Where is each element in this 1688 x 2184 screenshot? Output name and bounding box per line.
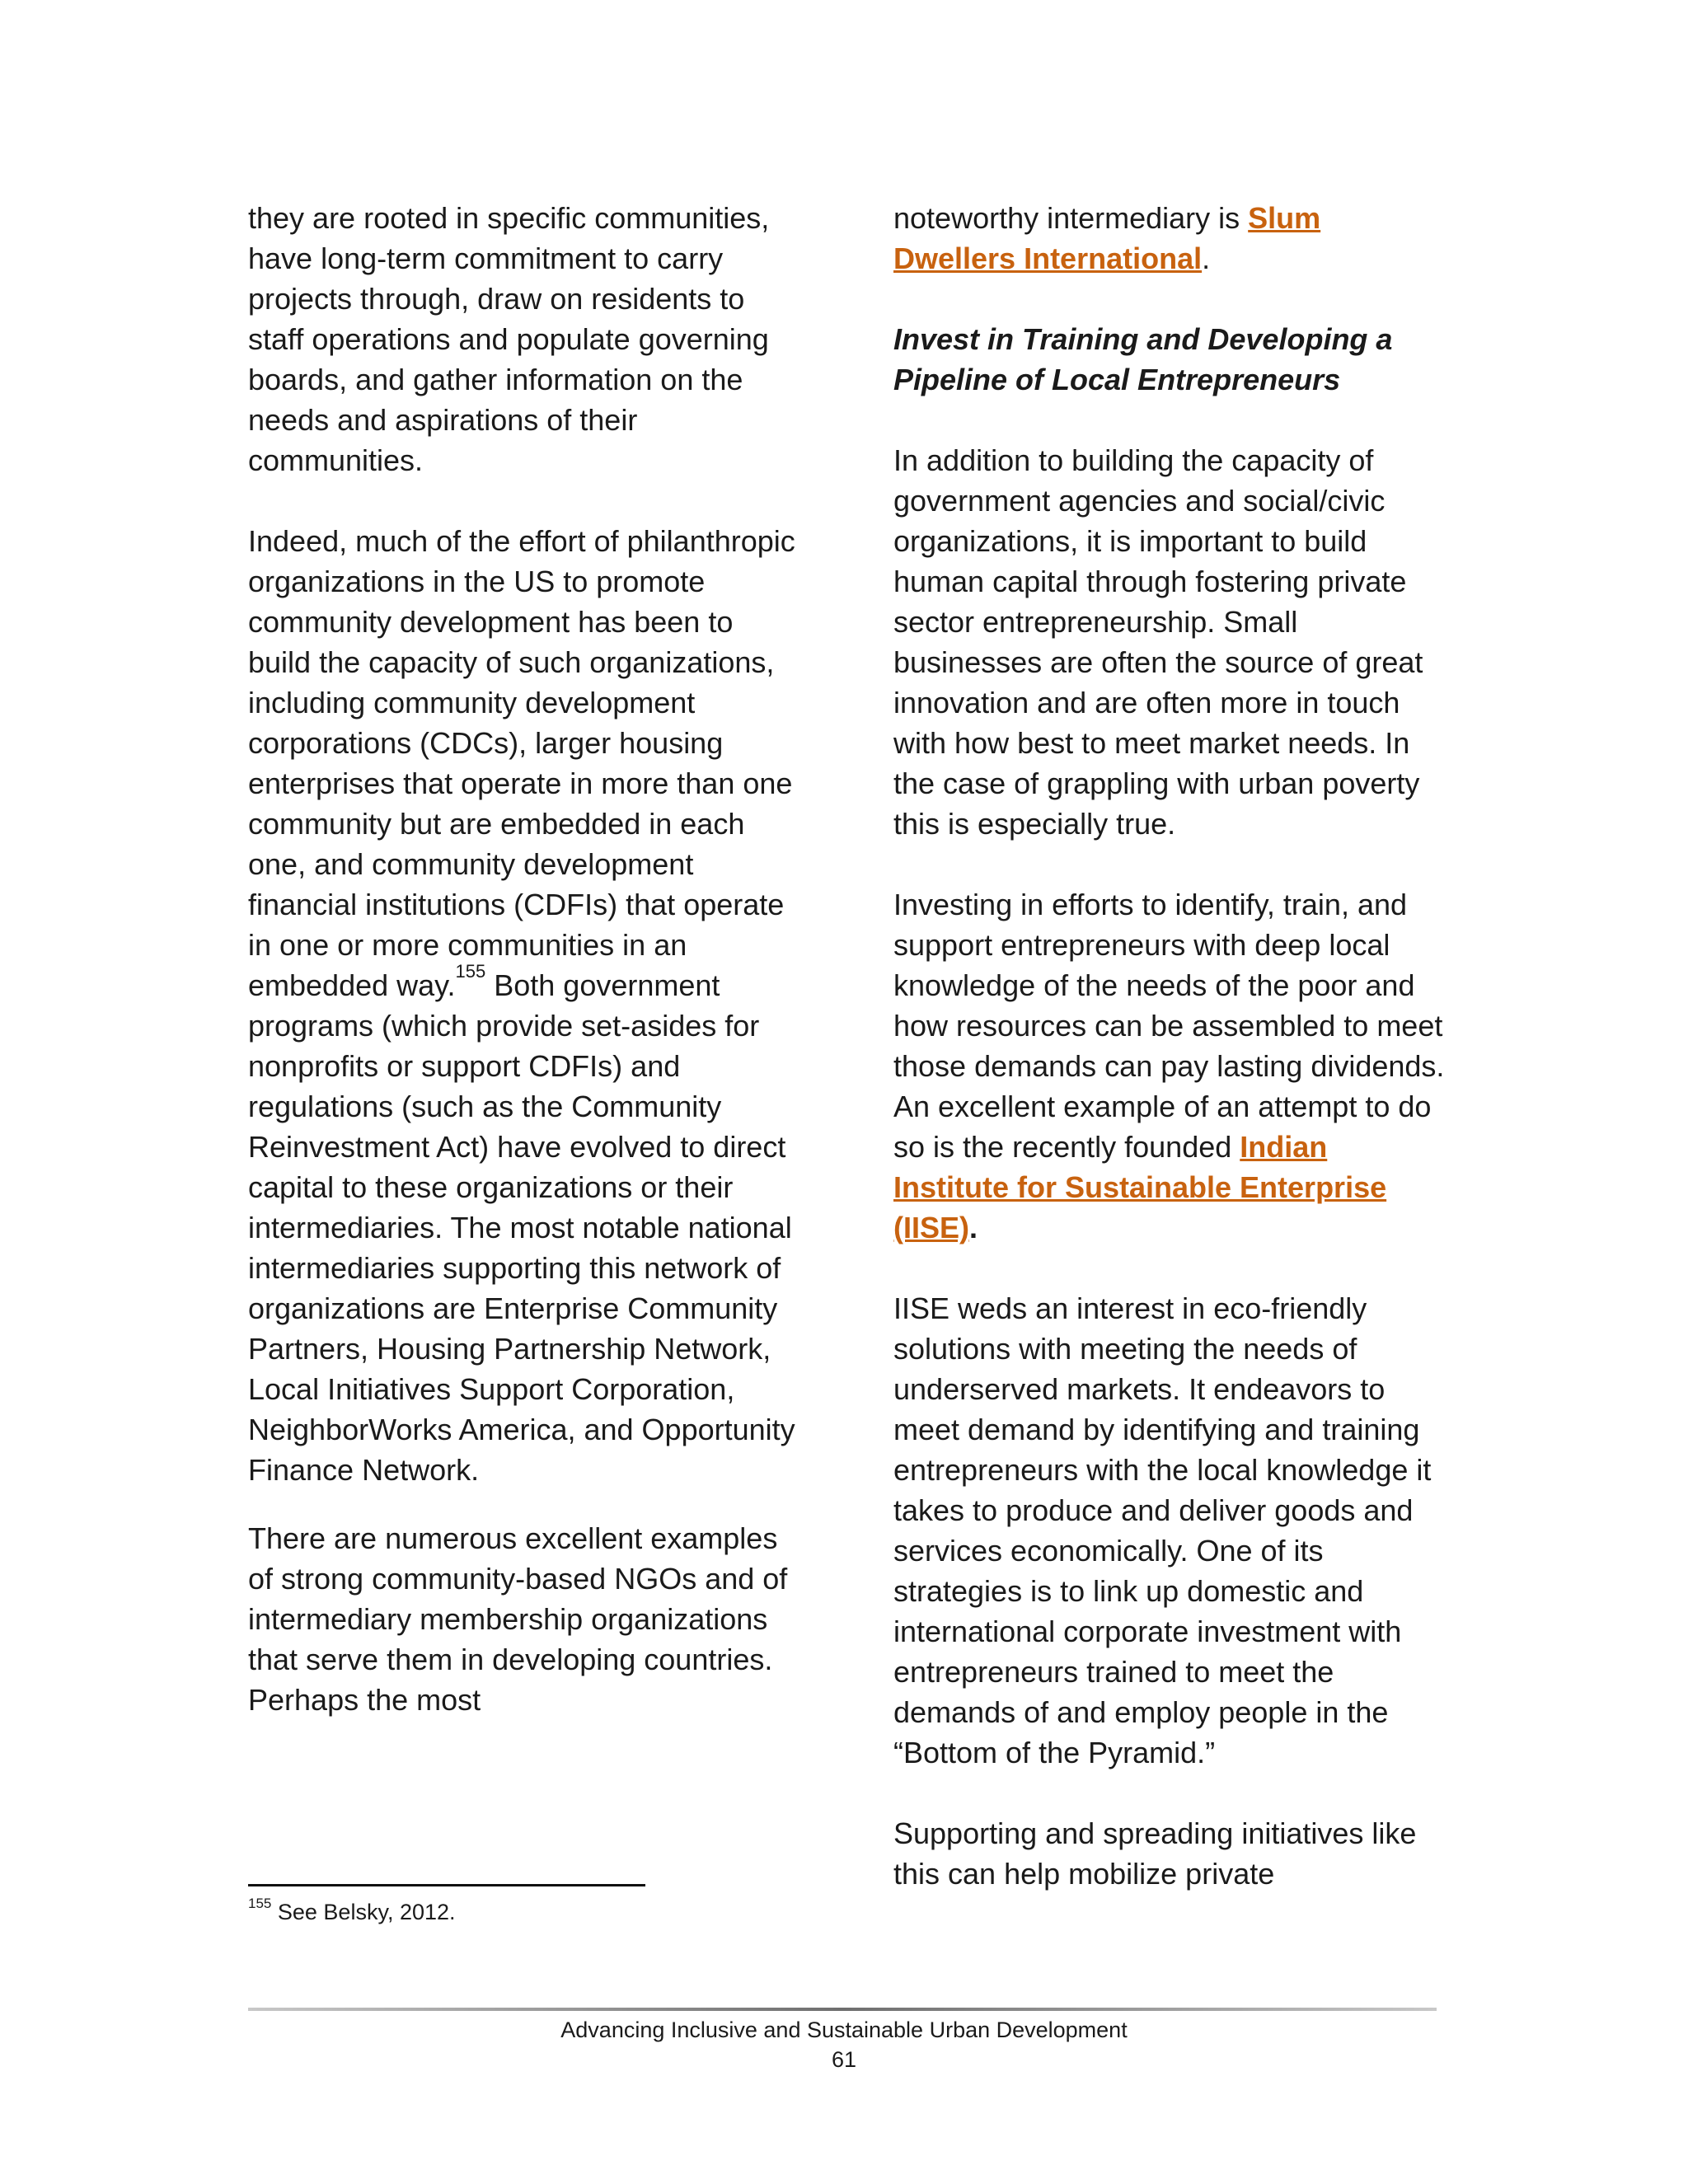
right-paragraph-1-text: noteworthy intermediary is — [893, 201, 1249, 235]
right-paragraph-3-text: Investing in efforts to identify, train, and support entrepreneurs with deep local knowledge of the needs of the poor and how resources can be assembled to meet those demands can pay lasting dividends. An excellent example of an attempt to do so is the recently founded — [893, 888, 1445, 1164]
footnote-number: 155 — [248, 1896, 272, 1911]
right-column — [893, 198, 1447, 1894]
footnote-reference[interactable]: 155 — [455, 961, 486, 982]
right-paragraph-5: Supporting and spreading initiatives like this can help mobilize private — [893, 1816, 1417, 1891]
right-paragraph-1 — [893, 198, 1447, 279]
left-paragraph-1: they are rooted in specific communities, have long-term commitment to carry projects through, draw on residents to staff operations and populate governing boards, and gather information on the needs and aspirations of their communities. — [248, 201, 770, 477]
footer-divider — [248, 2008, 1437, 2011]
right-paragraph-4: IISE weds an interest in eco-friendly solutions with meeting the needs of underserved markets. It endeavors to meet demand by identifying and training entrepreneurs with the local knowledge it takes to produce and deliver goods and services economically. One of its strategies is to link up domestic and international corporate investment with entrepreneurs trained to meet the demands of and employ people in the “Bottom of the Pyramid.” — [893, 1291, 1432, 1769]
footnote — [248, 1898, 456, 1926]
slum-dwellers-international-link[interactable]: Slum Dwellers International — [893, 201, 1321, 275]
left-column — [248, 198, 802, 1720]
right-paragraph-1-period: . — [1202, 241, 1211, 275]
left-paragraph-2-part-b: Both government programs (which provide set-asides for nonprofits or support CDFIs) and regulations (such as the Community Reinvestment Act) have evolved to direct capital to these organizations or their intermediaries. The most notable national intermediaries supporting this network of organizations are Enterprise Community Partners, Housing Partnership Network, Local Initiatives Support Corporation, NeighborWorks America, and Opportunity Finance Network. — [248, 968, 795, 1487]
left-paragraph-2-part-a: Indeed, much of the effort of philanthropic organizations in the US to promote community development has been to build the capacity of such organizations, including community development corporations (CDCs), larger housing enterprises that operate in more than one community but are embedded in each one, and community development financial institutions (CDFIs) that operate in one or more communities in an embedded way. — [248, 524, 795, 1002]
right-paragraph-3-period: . — [969, 1211, 978, 1244]
right-paragraph-3 — [893, 884, 1447, 1248]
right-paragraph-2: In addition to building the capacity of government agencies and social/civic organizations, it is important to build human capital through fostering private sector entrepreneurship. Small businesses are often the source of great innovation and are often more in touch with how best to meet market needs. In the case of grappling with urban poverty this is especially true. — [893, 443, 1423, 841]
footer-title: Advancing Inclusive and Sustainable Urban Development — [560, 2018, 1128, 2042]
left-paragraph-2 — [248, 521, 802, 1490]
section-heading: Invest in Training and Developing a Pipeline of Local Entrepreneurs — [893, 322, 1393, 396]
page-number: 61 — [831, 2047, 857, 2072]
footnote-text: See Belsky, 2012. — [271, 1900, 456, 1924]
iise-link[interactable]: Indian Institute for Sustainable Enterprise (IISE) — [893, 1130, 1387, 1244]
footnote-separator — [248, 1884, 645, 1886]
left-paragraph-3: There are numerous excellent examples of strong community-based NGOs and of intermediary membership organizations that serve them in developing countries. Perhaps the most — [248, 1521, 788, 1717]
